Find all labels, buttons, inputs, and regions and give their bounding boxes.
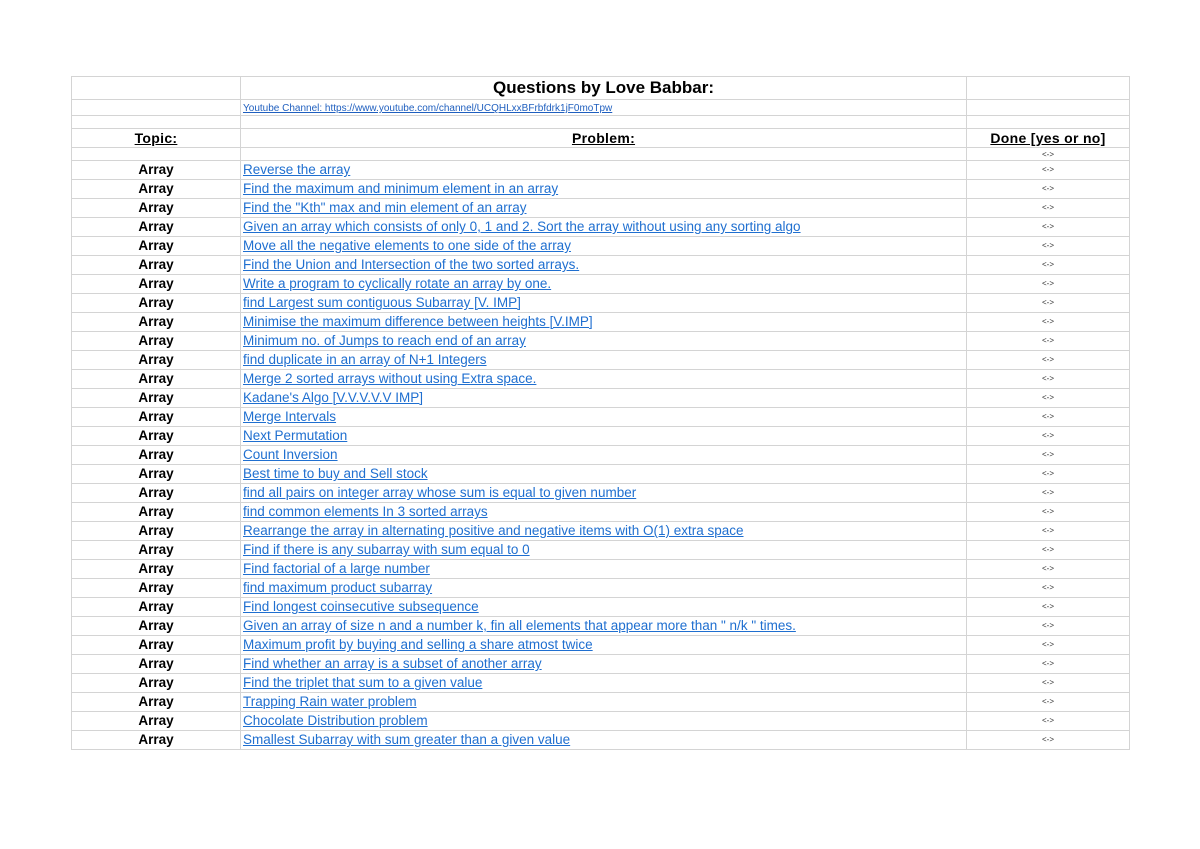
problem-link[interactable]: find Largest sum contiguous Subarray [V. IMP] <box>241 294 967 313</box>
topic-cell[interactable]: Array <box>72 313 241 332</box>
cell[interactable] <box>241 148 967 161</box>
done-cell[interactable]: <-> <box>967 598 1130 617</box>
problem-link[interactable]: Given an array which consists of only 0, 1 and 2. Sort the array without using any sorting algo <box>241 218 967 237</box>
done-cell[interactable]: <-> <box>967 427 1130 446</box>
table-row <box>72 541 1130 560</box>
problem-link[interactable]: Find factorial of a large number <box>241 560 967 579</box>
table-row <box>72 693 1130 712</box>
table-row <box>72 313 1130 332</box>
done-cell[interactable]: <-> <box>967 560 1130 579</box>
topic-cell[interactable]: Array <box>72 693 241 712</box>
topic-cell[interactable]: Array <box>72 579 241 598</box>
done-cell[interactable]: <-> <box>967 332 1130 351</box>
done-cell[interactable]: <-> <box>967 408 1130 427</box>
table-row <box>72 674 1130 693</box>
table-row <box>72 351 1130 370</box>
table-row <box>72 408 1130 427</box>
problem-link[interactable]: Find the "Kth" max and min element of an array <box>241 199 967 218</box>
topic-cell[interactable]: Array <box>72 522 241 541</box>
problem-link[interactable]: Kadane's Algo [V.V.V.V.V IMP] <box>241 389 967 408</box>
topic-cell[interactable]: Array <box>72 636 241 655</box>
problem-link[interactable]: Given an array of size n and a number k, fin all elements that appear more than " n/k " times. <box>241 617 967 636</box>
cell[interactable] <box>72 148 241 161</box>
done-cell[interactable]: <-> <box>967 541 1130 560</box>
done-cell[interactable]: <-> <box>967 503 1130 522</box>
topic-cell[interactable]: Array <box>72 332 241 351</box>
done-cell[interactable]: <-> <box>967 693 1130 712</box>
topic-cell[interactable]: Array <box>72 389 241 408</box>
topic-cell[interactable]: Array <box>72 275 241 294</box>
done-cell[interactable]: <-> <box>967 351 1130 370</box>
problem-link[interactable]: Minimum no. of Jumps to reach end of an array <box>241 332 967 351</box>
done-cell[interactable]: <-> <box>967 484 1130 503</box>
topic-cell[interactable]: Array <box>72 370 241 389</box>
problem-link[interactable]: Minimise the maximum difference between heights [V.IMP] <box>241 313 967 332</box>
problem-link[interactable]: Find the maximum and minimum element in an array <box>241 180 967 199</box>
problem-link[interactable]: Write a program to cyclically rotate an array by one. <box>241 275 967 294</box>
done-cell[interactable]: <-> <box>967 465 1130 484</box>
table-row <box>72 560 1130 579</box>
done-cell[interactable]: <-> <box>967 275 1130 294</box>
done-cell[interactable]: <-> <box>967 313 1130 332</box>
done-header[interactable]: Done [yes or no] <box>967 129 1130 148</box>
table-row <box>72 598 1130 617</box>
topic-header[interactable]: Topic: <box>72 129 241 148</box>
done-cell[interactable]: <-> <box>967 161 1130 180</box>
done-cell[interactable]: <-> <box>967 199 1130 218</box>
table-row <box>72 731 1130 750</box>
problem-link[interactable]: Merge Intervals <box>241 408 967 427</box>
topic-cell[interactable]: Array <box>72 712 241 731</box>
topic-cell[interactable]: Array <box>72 180 241 199</box>
done-cell[interactable]: <-> <box>967 446 1130 465</box>
youtube-cell[interactable] <box>241 100 967 116</box>
topic-cell[interactable]: Array <box>72 503 241 522</box>
done-cell[interactable]: <-> <box>967 636 1130 655</box>
done-cell[interactable]: <-> <box>967 522 1130 541</box>
title-row <box>72 77 1130 100</box>
problem-link[interactable]: Merge 2 sorted arrays without using Extra space. <box>241 370 967 389</box>
cell[interactable] <box>967 116 1130 129</box>
topic-cell[interactable]: Array <box>72 237 241 256</box>
problem-link[interactable]: Chocolate Distribution problem <box>241 712 967 731</box>
table-row <box>72 275 1130 294</box>
topic-cell[interactable]: Array <box>72 161 241 180</box>
table-row <box>72 332 1130 351</box>
youtube-channel-link[interactable]: Youtube Channel: https://www.youtube.com/channel/UCQHLxxBFrbfdrk1jF0moTpw <box>243 103 613 114</box>
spreadsheet <box>71 76 1129 750</box>
placeholder-row <box>72 148 1130 161</box>
cell[interactable] <box>72 100 241 116</box>
problem-link[interactable]: Rearrange the array in alternating positive and negative items with O(1) extra space <box>241 522 967 541</box>
page-title[interactable]: Questions by Love Babbar: <box>241 77 967 100</box>
done-cell[interactable]: <-> <box>967 617 1130 636</box>
done-cell[interactable]: <-> <box>967 294 1130 313</box>
done-cell[interactable]: <-> <box>967 180 1130 199</box>
problem-link[interactable]: Find the Union and Intersection of the two sorted arrays. <box>241 256 967 275</box>
topic-cell[interactable]: Array <box>72 294 241 313</box>
cell[interactable] <box>241 116 967 129</box>
problem-link[interactable]: Trapping Rain water problem <box>241 693 967 712</box>
problem-link[interactable]: Next Permutation <box>241 427 967 446</box>
topic-cell[interactable]: Array <box>72 256 241 275</box>
problem-link[interactable]: Move all the negative elements to one side of the array <box>241 237 967 256</box>
done-cell[interactable]: <-> <box>967 389 1130 408</box>
topic-cell[interactable]: Array <box>72 655 241 674</box>
topic-cell[interactable]: Array <box>72 560 241 579</box>
topic-cell[interactable]: Array <box>72 218 241 237</box>
header-row <box>72 129 1130 148</box>
cell[interactable] <box>967 77 1130 100</box>
table-row <box>72 503 1130 522</box>
table-row <box>72 712 1130 731</box>
done-cell[interactable]: <-> <box>967 148 1130 161</box>
table-body <box>72 77 1130 750</box>
problem-link[interactable]: find all pairs on integer array whose sum is equal to given number <box>241 484 967 503</box>
problem-link[interactable]: Maximum profit by buying and selling a share atmost twice <box>241 636 967 655</box>
table-row <box>72 370 1130 389</box>
problem-link[interactable]: find duplicate in an array of N+1 Integers <box>241 351 967 370</box>
topic-cell[interactable]: Array <box>72 674 241 693</box>
problem-link[interactable]: Find longest coinsecutive subsequence <box>241 598 967 617</box>
table-row <box>72 294 1130 313</box>
problem-link[interactable]: Reverse the array <box>241 161 967 180</box>
done-cell[interactable]: <-> <box>967 655 1130 674</box>
problem-link[interactable]: find common elements In 3 sorted arrays <box>241 503 967 522</box>
table-row <box>72 655 1130 674</box>
done-cell[interactable]: <-> <box>967 237 1130 256</box>
done-cell[interactable]: <-> <box>967 712 1130 731</box>
problem-header[interactable]: Problem: <box>241 129 967 148</box>
topic-cell[interactable]: Array <box>72 465 241 484</box>
table-row <box>72 465 1130 484</box>
problem-link[interactable]: Count Inversion <box>241 446 967 465</box>
done-cell[interactable]: <-> <box>967 256 1130 275</box>
done-cell[interactable]: <-> <box>967 731 1130 750</box>
table-row <box>72 427 1130 446</box>
topic-cell[interactable]: Array <box>72 446 241 465</box>
table-row <box>72 199 1130 218</box>
topic-cell[interactable]: Array <box>72 351 241 370</box>
table-row <box>72 579 1130 598</box>
questions-table <box>71 76 1130 750</box>
table-row <box>72 617 1130 636</box>
table-row <box>72 484 1130 503</box>
problem-link[interactable]: Find if there is any subarray with sum equal to 0 <box>241 541 967 560</box>
table-row <box>72 389 1130 408</box>
topic-cell[interactable]: Array <box>72 484 241 503</box>
done-cell[interactable]: <-> <box>967 370 1130 389</box>
topic-cell[interactable]: Array <box>72 731 241 750</box>
topic-cell[interactable]: Array <box>72 617 241 636</box>
table-row <box>72 256 1130 275</box>
table-row <box>72 180 1130 199</box>
topic-cell[interactable]: Array <box>72 427 241 446</box>
done-cell[interactable]: <-> <box>967 674 1130 693</box>
done-cell[interactable]: <-> <box>967 579 1130 598</box>
done-cell[interactable]: <-> <box>967 218 1130 237</box>
table-row <box>72 218 1130 237</box>
problem-link[interactable]: Smallest Subarray with sum greater than a given value <box>241 731 967 750</box>
problem-link[interactable]: Best time to buy and Sell stock <box>241 465 967 484</box>
cell[interactable] <box>72 116 241 129</box>
topic-cell[interactable]: Array <box>72 598 241 617</box>
table-row <box>72 446 1130 465</box>
blank-row <box>72 116 1130 129</box>
topic-cell[interactable]: Array <box>72 541 241 560</box>
topic-cell[interactable]: Array <box>72 199 241 218</box>
table-row <box>72 161 1130 180</box>
youtube-row <box>72 100 1130 116</box>
problem-link[interactable]: Find the triplet that sum to a given value <box>241 674 967 693</box>
problem-link[interactable]: Find whether an array is a subset of another array <box>241 655 967 674</box>
problem-link[interactable]: find maximum product subarray <box>241 579 967 598</box>
cell[interactable] <box>967 100 1130 116</box>
table-row <box>72 636 1130 655</box>
topic-cell[interactable]: Array <box>72 408 241 427</box>
cell[interactable] <box>72 77 241 100</box>
table-row <box>72 522 1130 541</box>
table-row <box>72 237 1130 256</box>
